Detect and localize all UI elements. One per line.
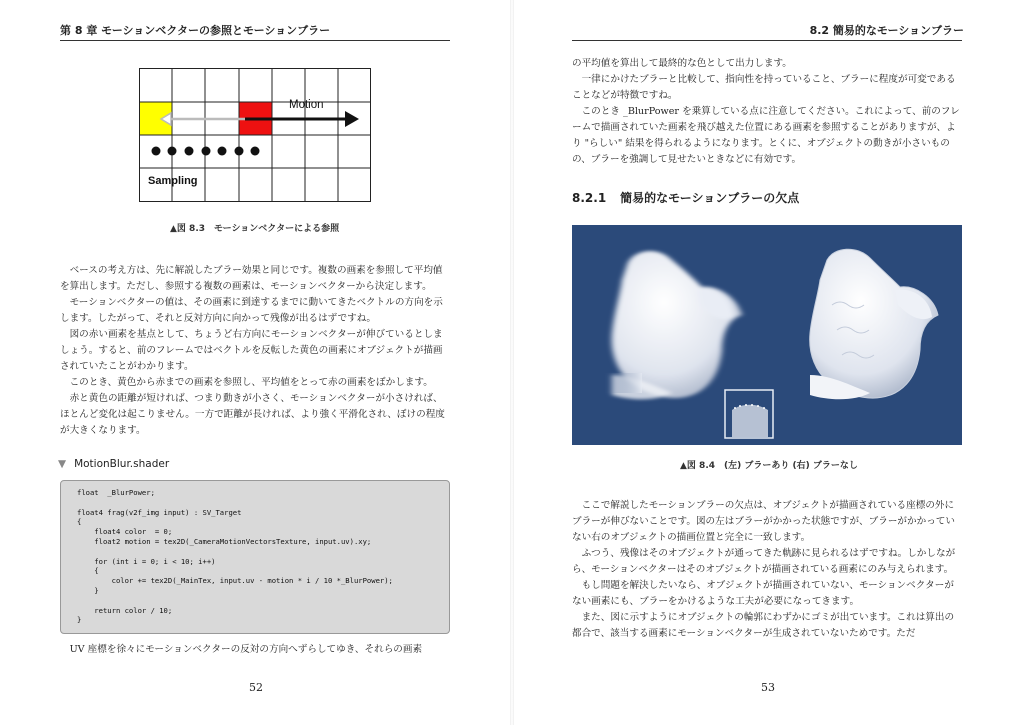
motion-vector-grid-figure bbox=[139, 68, 371, 202]
right-top-text bbox=[572, 56, 962, 168]
paragraph: モーションベクターの値は、その画素に到達するまでに動いてきたベクトルの方向を示します。したがって、それと反対方向に向かって残像が出るはずですね。 bbox=[60, 297, 443, 324]
motion-blur-comparison-image bbox=[572, 225, 962, 445]
section-heading bbox=[572, 189, 799, 206]
figure-8-4-caption: ▲図 8.4 (左) ブラーあり (右) ブラーなし bbox=[680, 461, 858, 471]
left-trailing-text bbox=[60, 642, 450, 658]
triangle-down-icon: ▼ bbox=[58, 458, 67, 470]
paragraph: このとき、黄色から赤までの画素を参照し、平均値をとって赤の画素をぼかします。 bbox=[69, 377, 433, 388]
paragraph: ベースの考え方は、先に解説したブラー効果と同じです。複数の画素を参照して平均値を算出します。ただし、参照する複数の画素は、モーションベクターから決定します。 bbox=[60, 265, 443, 292]
code-content: float _BlurPower; float4 frag(v2f_img input) : SV_Target { float4 color = 0; float2 motion = tex2D(_CameraMotionVectorsTexture, input.uv).xy; for (int i = 0; i < 10; i++) { color += tex2D(_MainTex, input.uv - motion * i / 10 *_BlurPower); } return color / 10; } bbox=[77, 488, 393, 625]
running-head-right: 8.2 簡易的なモーションブラー bbox=[809, 24, 964, 37]
paragraph: このとき _BlurPower を乗算している点に注意してください。これによって、前のフレームで描画されていた画素を飛び越えた位置にある画素を参照することがありますが、より "らしい" 結果を得られるようになります。とくに、オブジェクトの動きが小さいものの、ブラーを強調して見せたいときなどに有効です。 bbox=[572, 106, 960, 165]
code-listing-title bbox=[58, 458, 169, 470]
motion-arrow-head bbox=[345, 111, 359, 127]
figure-8-3-caption: ▲図 8.3 モーションベクターによる参照 bbox=[170, 224, 340, 234]
paragraph: の平均値を算出して最終的な色として出力します。 bbox=[572, 58, 792, 69]
left-body-text bbox=[60, 263, 450, 439]
paragraph: ふつう、残像はそのオブジェクトが通ってきた軌跡に見られるはずですね。しかしながら、モーションベクターはそのオブジェクトが描画されている画素にのみ与えられます。 bbox=[572, 548, 956, 575]
section-number: 8.2.1 bbox=[572, 191, 607, 205]
motion-label: Motion bbox=[289, 99, 324, 111]
paragraph: もし問題を解決したいなら、オブジェクトが描画されていない、モーションベクターがない画素にも、ブラーをかけるような工夫が必要になってきます。 bbox=[572, 580, 954, 607]
paragraph: 赤と黄色の距離が短ければ、つまり動きが小さく、モーションベクターが小さければ、ほとんど変化は起こりません。一方で距離が長ければ、より強く平滑化され、ぼけの程度が大きくなります。 bbox=[60, 393, 445, 436]
paragraph: 一律にかけたブラーと比較して、指向性を持っていること、ブラーに程度が可変であることなどが特徴ですね。 bbox=[572, 74, 956, 101]
paragraph: 図の赤い画素を基点として、ちょうど右方向にモーションベクターが伸びているとしましょう。すると、前のフレームではベクトルを反転した黄色の画素にオブジェクトが描画されていたことがわかります。 bbox=[60, 329, 443, 372]
running-head-left: 第 8 章 モーションベクターの参照とモーションブラー bbox=[60, 24, 331, 37]
page-number-right: 53 bbox=[761, 681, 775, 694]
paragraph: UV 座標を徐々にモーションベクターの反対の方向へずらしてゆき、それらの画素 bbox=[69, 644, 423, 655]
section-title: 簡易的なモーションブラーの欠点 bbox=[620, 191, 800, 205]
header-rule-right bbox=[572, 40, 962, 41]
code-filename: MotionBlur.shader bbox=[74, 458, 170, 470]
sharp-object bbox=[810, 249, 938, 399]
sampling-dots bbox=[152, 147, 260, 156]
right-bottom-text bbox=[572, 498, 962, 642]
sampling-label: Sampling bbox=[148, 175, 198, 187]
page-number-left: 52 bbox=[249, 681, 263, 694]
paragraph: また、図に示すようにオブジェクトの輪郭にわずかにゴミが出ています。これは算出の都合で、該当する画素にモーションベクターが生成されていないためです。ただ bbox=[572, 612, 955, 639]
header-rule-left bbox=[60, 40, 450, 41]
code-listing bbox=[60, 480, 450, 634]
paragraph: ここで解説したモーションブラーの欠点は、オブジェクトが描画されている座標の外にブラーが伸びないことです。図の左はブラーがかかった状態ですが、ブラーがかかっていない右のオブジェクトの描画位置と完全に一致します。 bbox=[572, 500, 955, 543]
